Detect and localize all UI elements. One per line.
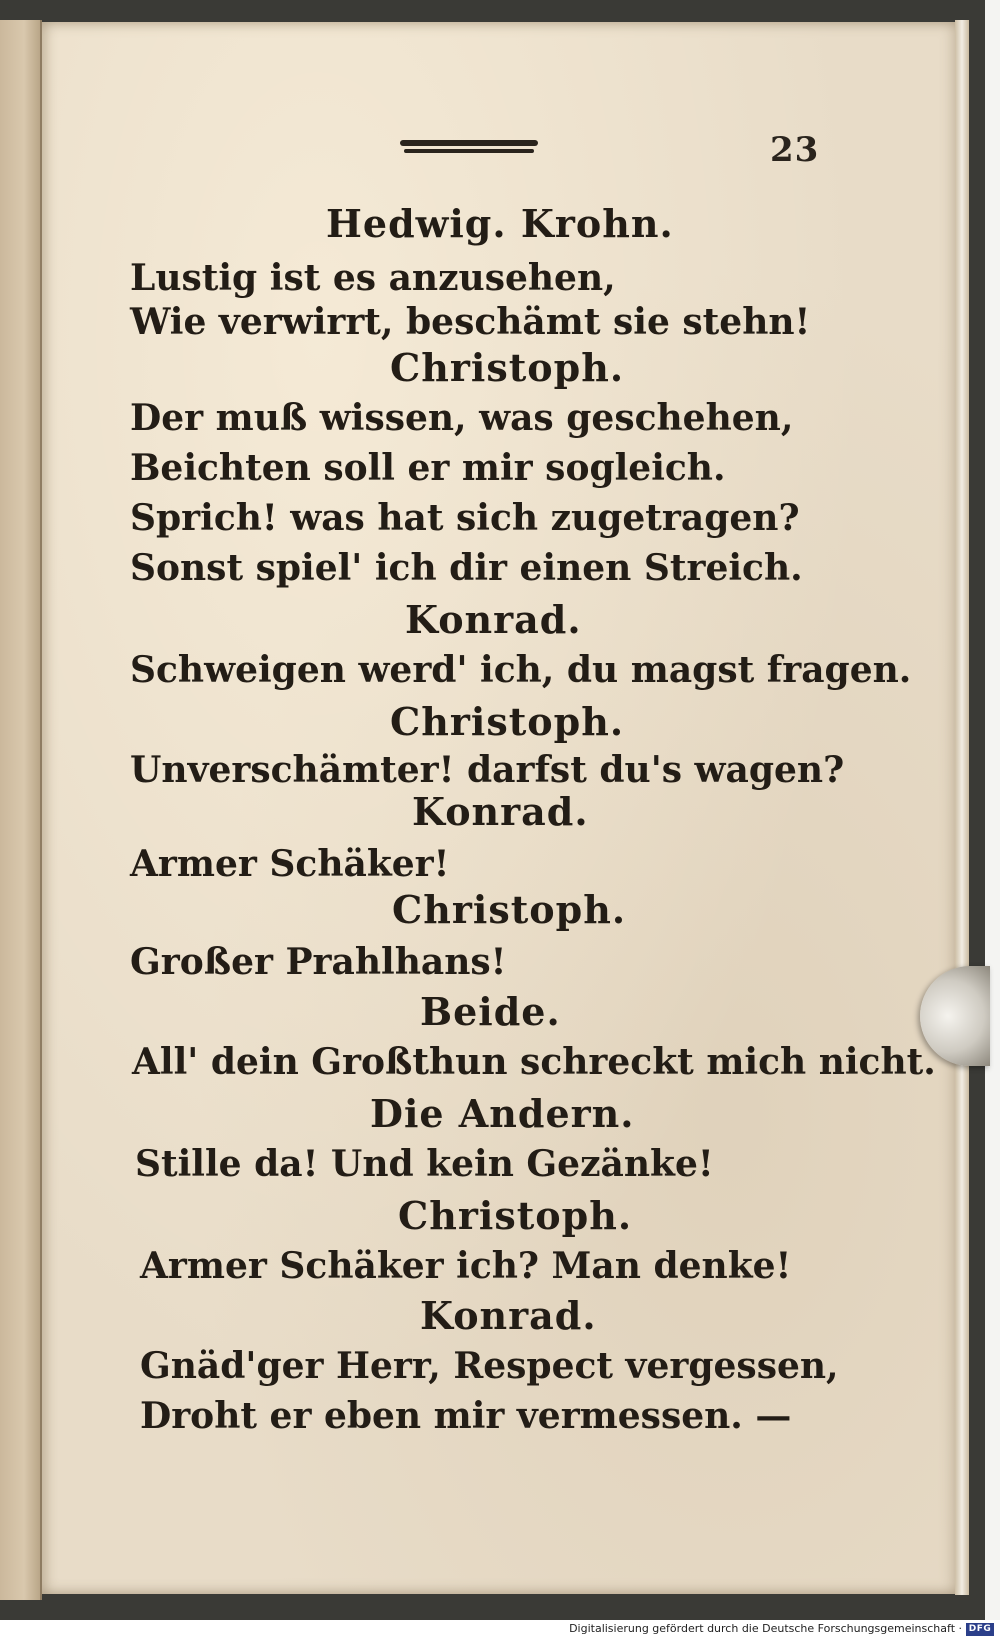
verse-line: Unverschämter! darfst du's wagen? [130, 749, 845, 791]
speaker-line: Beide. [420, 989, 561, 1034]
rule-bar-bottom [404, 149, 534, 153]
verse-line: Beichten soll er mir sogleich. [130, 447, 726, 489]
footer-credit: Digitalisierung gefördert durch die Deutsche Forschungsgemeinschaft · [569, 1622, 962, 1635]
footer-bar [0, 1620, 1000, 1640]
verse-line: Sonst spiel' ich dir einen Streich. [130, 547, 803, 589]
verse-line: Armer Schäker! [130, 843, 450, 885]
dfg-logo-icon: DFG [966, 1623, 994, 1636]
speaker-line: Christoph. [390, 699, 625, 744]
page-edge [955, 20, 969, 1595]
speaker-line: Hedwig. Krohn. [326, 201, 674, 246]
verse-line: Lustig ist es anzusehen, [130, 257, 616, 299]
verse-line: Armer Schäker ich? Man denke! [140, 1245, 792, 1287]
speaker-line: Christoph. [390, 345, 625, 390]
speaker-line: Konrad. [412, 789, 589, 834]
verse-line: Gnäd'ger Herr, Respect vergessen, [140, 1345, 839, 1387]
speaker-line: Die Andern. [370, 1091, 635, 1136]
verse-line: All' dein Großthun schreckt mich nicht. [132, 1041, 936, 1083]
speaker-line: Christoph. [392, 887, 627, 932]
verse-line: Droht er eben mir vermessen. — [140, 1395, 792, 1437]
verse-line: Stille da! Und kein Gezänke! [135, 1143, 714, 1185]
verse-line: Wie verwirrt, beschämt sie stehn! [130, 301, 811, 343]
verse-line: Schweigen werd' ich, du magst fragen. [130, 649, 912, 691]
previous-page-edge [0, 20, 42, 1600]
page-number: 23 [770, 130, 820, 170]
verse-line: Großer Prahlhans! [130, 941, 507, 983]
speaker-line: Konrad. [420, 1293, 597, 1338]
rule-bar-top [400, 140, 538, 146]
speaker-line: Konrad. [405, 597, 582, 642]
verse-line: Sprich! was hat sich zugetragen? [130, 497, 800, 539]
verse-line: Der muß wissen, was geschehen, [130, 397, 794, 439]
speaker-line: Christoph. [398, 1193, 633, 1238]
decorative-rule [400, 140, 538, 154]
